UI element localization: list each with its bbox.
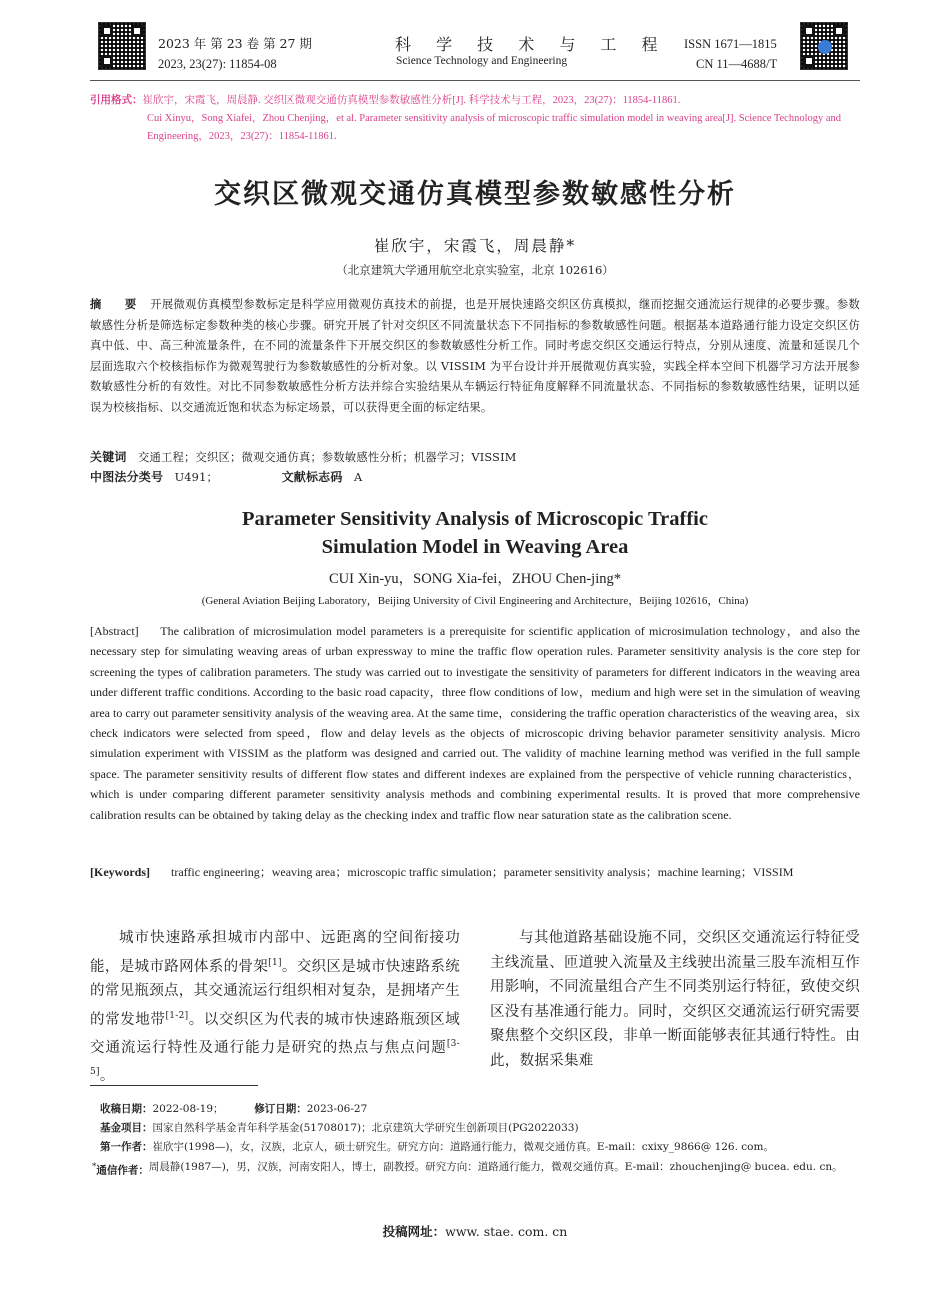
abstract-en-text: The calibration of microsimulation model parameters is a prerequisite for scientific application of microsimulation technology，and also the necessary step for simulating weaving areas of urban expressway to mine the traffic flow operation rules. Parameter sensitivity analysis is the core step for screening the types of calibration parameters. The study was carried out to investigate the sensitivity of parameters for different indicators in the weaving area under different traffic conditions. According to the basic road capacity，three flow conditions of low，medium and high were set in the simulation of weaving area to carry out parameter sensitivity analysis of the weaving area. At the same time，considering the traffic operation characteristics of the weaving area，six check indicators were selected from speed，flow and delay levels as the objects of microscopic driving behavior parameter sensitivity analysis. Micro simulation experiment with VISSIM as the platform was designed and carried out. The validity of machine learning method was verified in the full sample space. The parameter sensitivity results of different flow states and different indexes are explained from the perspective of vehicle running characteristics，which is under comparing different parameter sensitivity analysis methods and combining experimental results. It is proved that more comprehensive calibration results can be obtained by taking delay as the checking index and traffic flow near saturation state as the calibration scene. xyxy=(90,624,860,822)
fund-value: 国家自然科学基金青年科学基金(51708017)；北京建筑大学研究生创新项目(PG2022033) xyxy=(152,1122,579,1134)
keywords-en-text: traffic engineering；weaving area；microscopic traffic simulation；parameter sensitivity analysis；machine learning；VISSIM xyxy=(171,865,794,879)
abstract-cn xyxy=(90,295,860,418)
journal-name-cn: 科 学 技 术 与 工 程 xyxy=(395,35,668,54)
corr-label: 通信作者： xyxy=(96,1164,149,1177)
logo-icon xyxy=(818,40,832,54)
keywords-cn-text: 交通工程；交织区；微观交通仿真；参数敏感性分析；机器学习；VISSIM xyxy=(137,451,517,464)
footnote-fund xyxy=(100,1119,860,1138)
authors-cn: 崔欣宇，宋霞飞，周晨静* xyxy=(373,237,577,255)
footer-url[interactable]: www. stae. com. cn xyxy=(445,1224,568,1239)
footnote-dates xyxy=(100,1100,860,1119)
citation-label: 引用格式： xyxy=(90,95,143,106)
ref-1-2[interactable]: [1-2] xyxy=(165,1010,189,1021)
body-left-text-b: 。交织区是城市快速路系统的常见瓶颈点，其交通流运行组织相对复杂，是拥堵产生的常发地带 xyxy=(90,958,460,1028)
corr-value: 周晨静(1987—)，男，汉族，河南安阳人，博士，副教授。研究方向：道路通行能力，微观交通仿真。E-mail：zhouchenjing@ bucea. edu. cn。 xyxy=(148,1161,843,1173)
classification xyxy=(90,467,860,489)
first-author-value: 崔欣宇(1998—)，女，汉族，北京人，硕士研究生。研究方向：道路通行能力，微观交通仿真。E-mail：cxixy_9866@ 126. com。 xyxy=(152,1141,774,1153)
issue-pages: 2023, 23(27): 11854-08 xyxy=(158,57,277,71)
keywords-cn-label: 关键词 xyxy=(90,450,127,464)
fund-label: 基金项目： xyxy=(100,1122,153,1134)
citation-cn xyxy=(90,92,860,110)
footnote-divider xyxy=(90,1085,258,1086)
citation-en: Cui Xinyu，Song Xiafei，Zhou Chenjing，et al. Parameter sensitivity analysis of microscopic traffic simulation model in weaving area[J]. Science Technology and Engineering，2023，23(27)：11854-11861. xyxy=(147,113,842,142)
affiliation-cn: （北京建筑大学通用航空北京实验室，北京 102616） xyxy=(336,263,614,277)
received-label: 收稿日期： xyxy=(100,1103,153,1115)
title-en-line2: Simulation Model in Weaving Area xyxy=(321,536,629,558)
received-value: 2022-08-19； xyxy=(152,1103,224,1115)
body-left-paragraph xyxy=(90,926,460,1089)
footer-label: 投稿网址： xyxy=(382,1224,446,1239)
footnote-corresponding xyxy=(92,1158,860,1180)
affiliation-en: (General Aviation Beijing Laboratory，Beijing University of Civil Engineering and Architecture，Beijing 102616，China) xyxy=(201,595,749,607)
header-divider xyxy=(90,80,860,81)
abstract-cn-text: 开展微观仿真模型参数标定是科学应用微观仿真技术的前提，也是开展快速路交织区仿真模拟，继而挖掘交通流运行规律的必要步骤。参数敏感性分析是筛选标定参数种类的核心步骤。研究开展了针对交织区不同流量状态下不同指标的参数敏感性问题。根据基本道路通行能力设定交织区仿真中低、中、高三种流量条件，在不同的流量条件下开展交织区的参数敏感性分析工作。同时考虑交织区交通运行特点，分别从速度、流量和延误几个层面选取六个校核指标作为微观驾驶行为参数敏感性的分析对象。以 VISSIM 为平台设计并开展微观仿真实验，实践全样本空间下机器学习方法开展参数敏感性分析的有效性。对比不同参数敏感性分析方法并综合实验结果从车辆运行特征角度解释不同流量状态、不同指标的参数敏感性结果，证明以延误为校核指标、以交通流近饱和状态为标定场景，可以获得更全面的标定结果。 xyxy=(90,298,860,414)
ref-3-5[interactable]: [3-5] xyxy=(90,1039,460,1078)
revised-value: 2023-06-27 xyxy=(306,1103,368,1115)
title-cn: 交织区微观交通仿真模型参数敏感性分析 xyxy=(214,179,736,210)
body-left-text-d: 。 xyxy=(99,1068,115,1085)
body-left-text-a: 城市快速路承担城市内部中、远距离的空间衔接功能，是城市路网体系的骨架 xyxy=(90,930,460,975)
doc-code-value: A xyxy=(353,471,363,484)
journal-name-en: Science Technology and Engineering xyxy=(396,55,568,67)
abstract-en xyxy=(90,621,860,825)
corr-star: * xyxy=(92,1162,97,1172)
revised-label: 修订日期： xyxy=(254,1103,307,1115)
issn: ISSN 1671—1815 xyxy=(684,37,777,51)
doc-code-label: 文献标志码 xyxy=(281,470,343,484)
cn-number: CN 11—4688/T xyxy=(696,57,778,71)
abstract-en-label: [Abstract] xyxy=(90,624,139,638)
keywords-en xyxy=(90,862,860,882)
clc-value: U491； xyxy=(174,471,218,484)
keywords-cn xyxy=(90,447,860,469)
abstract-cn-label: 摘 要 xyxy=(90,298,143,311)
keywords-en-label: [Keywords] xyxy=(90,865,150,879)
clc-label: 中图法分类号 xyxy=(90,470,164,484)
body-right-paragraph: 与其他道路基础设施不同，交织区交通流运行特征受主线流量、匝道驶入流量及主线驶出流量三股车流相互作用影响，不同流量组合产生不同类别运行特征，致使交织区没有基准通行能力。同时，交织区交通流运行研究需要聚焦整个交织区段，非单一断面能够表征其通行特性。由此，数据采集难 xyxy=(490,930,860,1069)
authors-en: CUI Xin-yu，SONG Xia-fei，ZHOU Chen-jing* xyxy=(329,571,621,587)
footnote-first-author xyxy=(100,1138,860,1157)
qr-code-right-icon xyxy=(800,22,848,70)
citation-cn-text: 崔欣宇，宋霞飞，周晨静. 交织区微观交通仿真模型参数敏感性分析[J]. 科学技术与工程，2023，23(27)：11854-11861. xyxy=(142,95,681,106)
title-en-line1: Parameter Sensitivity Analysis of Microscopic Traffic xyxy=(242,508,708,530)
issue-info: 2023 年 第 23 卷 第 27 期 xyxy=(158,36,312,51)
body-left-text-c: 。以交织区为代表的城市快速路瓶颈区域交通流运行特性及通行能力是研究的热点与焦点问题 xyxy=(90,1011,460,1056)
ref-1[interactable]: [1] xyxy=(268,957,282,968)
footer xyxy=(0,1222,950,1240)
qr-code-left-icon xyxy=(98,22,146,70)
first-author-label: 第一作者： xyxy=(100,1141,153,1153)
